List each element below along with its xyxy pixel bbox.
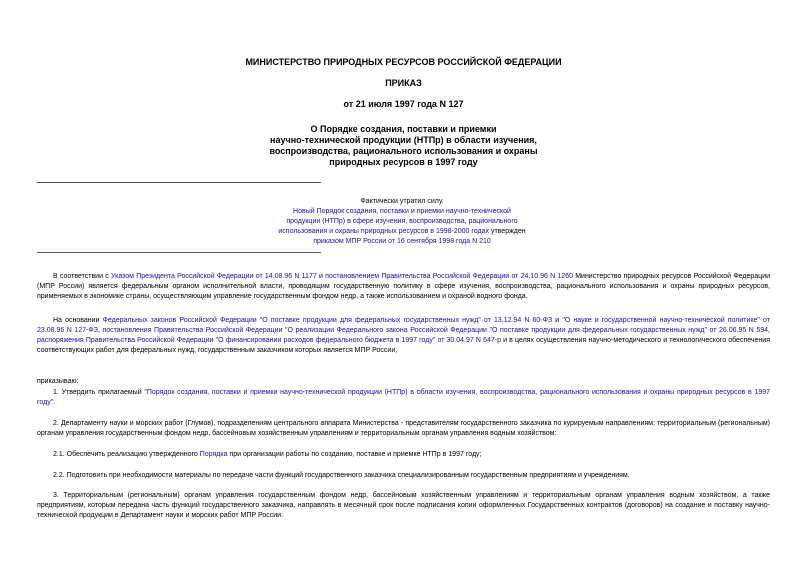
- date-number-heading: от 21 июля 1997 года N 127: [343, 99, 464, 109]
- title-line: О Порядке создания, поставки и приемки: [310, 124, 497, 134]
- divider-bottom: [37, 252, 321, 253]
- basis-text: и в целях осуществления научно-методического и технологического обеспечения соответствующих работ для федеральных нужд, государственным заказчиком которых является МПР России,: [37, 337, 770, 354]
- title-line: воспроизводства, рационального использования и охраны: [269, 146, 538, 156]
- basis-text: ,: [768, 327, 770, 334]
- item-2-1-text: 2.1. Обеспечить реализацию утвержденного: [53, 451, 200, 458]
- intro-paragraph: [37, 272, 770, 302]
- government-order-647-link[interactable]: распоряжения Правительства Российской Федерации "О финансировании расходов федерального бюджета в 1997 году" от 30.04.97 N 647-р: [37, 337, 501, 344]
- title-line: научно-технической продукции (НТПр) в области изучения,: [270, 135, 537, 145]
- divider-top: [37, 182, 321, 183]
- document-type-heading: ПРИКАЗ: [385, 78, 422, 88]
- status-note-lead: Фактически утратил силу.: [360, 198, 444, 205]
- ministry-heading: МИНИСТЕРСТВО ПРИРОДНЫХ РЕСУРСОВ РОССИЙСКОЙ ФЕДЕРАЦИИ: [245, 57, 562, 67]
- item-2-1-text: при организации работы по созданию, поставке и приемке НТПр в 1997 году;: [227, 451, 482, 458]
- basis-text: и: [552, 317, 563, 324]
- federal-law-science-link[interactable]: "О науке и государственной научно-технической политике" от 23.08.96 N 127-ФЗ: [37, 317, 770, 334]
- procedure-short-link[interactable]: Порядка: [199, 451, 228, 458]
- basis-paragraph: [37, 316, 770, 356]
- prikazyvayu-text: приказываю:: [37, 378, 79, 385]
- document-title: [0, 124, 807, 168]
- government-resolution-link[interactable]: постановлением Правительства Российской Федерации от 24.10.96 N 1260: [325, 273, 573, 280]
- intro-text: В соответствии с: [53, 273, 111, 280]
- basis-text: На основании: [53, 317, 103, 324]
- status-note-tail: утвержден: [489, 228, 526, 235]
- title-line: природных ресурсов в 1997 году: [329, 157, 478, 167]
- item-3: 3. Территориальным (региональным) органам управления государственным фондом недр, бассейновым хозяйственным управлениям и территориальным органам управления водным хозяйством, а также предприятиям, которым передана часть функций государственного заказчика, направлять в месячный срок после подписания копии оформленных Государственных контрактов (договоров) на создание и поставку научно-технической продукции в Департамент науки и морских работ МПР России.: [37, 492, 770, 519]
- item-2: 2. Департаменту науки и морских работ (Глумов), подразделениям центрального аппарата Министерства - представителям государственного заказчика по курируемым направлениям; территориальным (региональным) органам управления государственным фондом недр, бассейновым хозяйственным управлениям и территориальным органам управления водным хозяйством:: [37, 420, 770, 437]
- procedure-link[interactable]: "Порядок создания, поставки и приемки научно-технической продукции (НТПр) в области изучения, воспроизводства, рационального использования и охраны природных ресурсов в 1997 году": [37, 389, 770, 406]
- new-order-link-line: продукции (НТПр) в сфере изучения, воспроизводства, рационального: [286, 218, 518, 225]
- federal-law-supply-link[interactable]: Федеральных законов Российской Федерации "О поставке продукции для федеральных государственных нужд" от 13.12.94 N 60-ФЗ: [102, 317, 553, 324]
- item-1: [37, 388, 770, 408]
- intro-text: Министерство природных ресурсов Российской Федерации (МПР России) является федеральным органом исполнительной власти, проводящим государственную политику в сфере изучения, воспроизводства, рационального использования и охраны природных ресурсов, применяемых в экономике страны, осуществляющим управление государственным фондом недр, а также использованием и охраной водного фонда.: [37, 273, 770, 300]
- government-resolution-594-link[interactable]: постановления Правительства Российской Федерации "О реализации Федерального закона Российской Федерации "О поставке продукции для федеральных государственных нужд" от 26.06.95 N 594: [102, 327, 769, 334]
- intro-text: и: [316, 273, 326, 280]
- status-note: [250, 197, 554, 247]
- item-1-text: .: [53, 399, 56, 406]
- new-order-link-line: Новый Порядок создания, поставки и приемки научно-технической: [293, 208, 511, 215]
- item-2-1: [37, 450, 770, 460]
- item-2-2: 2.2. Подготовить при необходимости материалы по передаче части функций государственного заказчика специализированным государственным предприятиям и учреждениям.: [53, 472, 630, 479]
- basis-text: ,: [97, 327, 103, 334]
- new-order-link-line: использования и охраны природных ресурсов в 1998-2000 годах: [278, 228, 490, 235]
- president-decree-link[interactable]: Указом Президента Российской Федерации от 14.08.96 N 1177: [110, 273, 317, 280]
- approval-order-link[interactable]: приказом МПР России от 16 сентября 1998 года N 210: [313, 238, 491, 245]
- item-1-text: 1. Утвердить прилагаемый: [53, 389, 145, 396]
